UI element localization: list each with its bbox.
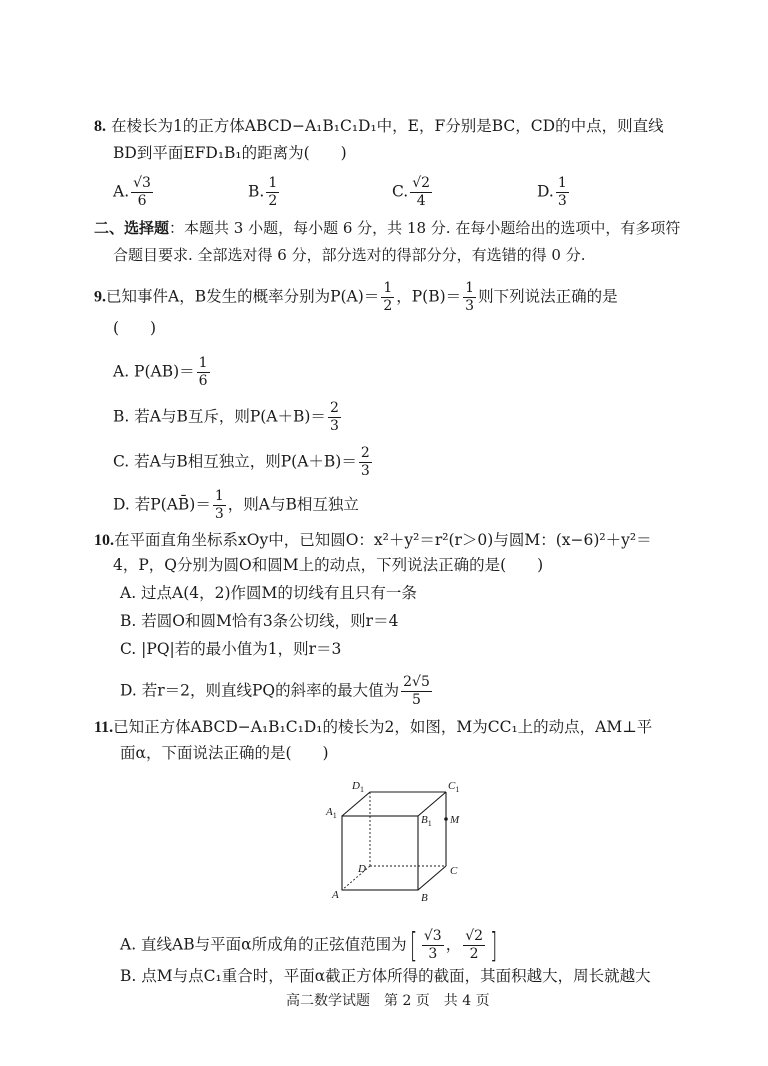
option-text: D. 若r＝2，则直线PQ的斜率的最大值为 — [120, 681, 400, 700]
q9-option-a — [113, 355, 212, 390]
denominator: 3 — [329, 418, 339, 434]
option-label: B. — [248, 182, 265, 201]
fraction — [401, 674, 432, 709]
numerator: 1 — [383, 280, 393, 296]
numerator: 1 — [557, 175, 567, 191]
option-label: D. — [537, 182, 554, 201]
fraction — [266, 175, 279, 210]
label-m: M — [450, 814, 460, 826]
numerator: 2√5 — [403, 674, 430, 690]
front-face — [342, 816, 418, 890]
fraction — [463, 280, 476, 315]
q10-line1 — [94, 530, 652, 551]
label-b1: $B_1$ — [421, 814, 432, 828]
numerator: √2 — [412, 175, 431, 191]
q9-stem-part2: ，P(B)＝ — [396, 287, 462, 306]
option-text-tail: ，则A与B相互独立 — [227, 495, 359, 514]
page-footer: 高二数学试题 第 2 页 共 4 页 — [286, 993, 490, 1009]
option-label: A. — [113, 182, 130, 201]
option-text: D. 若P(AB̄)＝ — [113, 495, 211, 514]
label-a1: $A_1$ — [326, 806, 337, 820]
edge-b1c1 — [418, 792, 446, 816]
q11-option-a — [120, 925, 500, 966]
denominator: 3 — [214, 506, 224, 522]
q9-stem-part3: 则下列说法正确的是 — [478, 287, 618, 306]
q8-stem-line2: BD到平面EFD₁B₁的距离为( ) — [113, 144, 347, 162]
fraction — [131, 175, 153, 210]
fraction — [328, 400, 341, 435]
q8-option-d — [537, 175, 571, 210]
label-c1: $C_1$ — [448, 780, 460, 794]
q11-number: 11. — [94, 719, 114, 736]
numerator: 2 — [329, 400, 339, 416]
q9-number: 9. — [94, 288, 106, 306]
q8-option-a — [113, 175, 155, 210]
q8-line1 — [94, 116, 664, 137]
numerator: √3 — [423, 928, 442, 944]
label-d: D — [358, 863, 366, 875]
numerator: 1 — [214, 488, 224, 504]
fraction — [556, 175, 569, 210]
denominator: 3 — [465, 298, 475, 314]
left-bracket: [ — [409, 925, 417, 966]
fraction — [359, 445, 372, 480]
q9-option-b — [113, 400, 343, 435]
section2-title: 二、选择题 — [94, 219, 170, 237]
edge-bc — [418, 866, 446, 890]
fraction — [197, 355, 210, 390]
denominator: 2 — [268, 193, 278, 209]
option-text: B. 若A与B互斥，则P(A＋B)＝ — [113, 407, 326, 426]
label-a: A — [332, 889, 339, 901]
fraction — [381, 280, 394, 315]
q10-number: 10. — [94, 532, 114, 549]
q8-stem-line1: 在棱长为1的正方体ABCD−A₁B₁C₁D₁中，E，F分别是BC，CD的中点，则直线 — [110, 117, 664, 135]
numerator: 1 — [465, 280, 475, 296]
q9-line1 — [94, 280, 618, 315]
right-bracket: ] — [490, 925, 498, 966]
q9-stem-line2: ( ) — [113, 319, 157, 337]
denominator: 2 — [469, 946, 479, 962]
numerator: √3 — [133, 175, 151, 191]
numerator: 1 — [198, 355, 208, 371]
numerator: 2 — [360, 445, 370, 461]
option-text: A. P(AB)＝ — [113, 362, 195, 381]
q8-option-b — [248, 175, 281, 210]
edge-a1d1 — [342, 792, 370, 816]
q9-stem-part1: 已知事件A，B发生的概率分别为P(A)＝ — [106, 287, 380, 306]
q8-number: 8. — [94, 118, 106, 135]
denominator: 2 — [383, 298, 393, 314]
q9-option-c — [113, 445, 374, 480]
denominator: 6 — [137, 193, 147, 209]
label-b: B — [421, 892, 428, 904]
section2-line1 — [94, 218, 680, 238]
separator: ， — [445, 935, 462, 954]
denominator: 6 — [198, 373, 208, 389]
q10-stem-line2: 4，P，Q分别为圆O和圆M上的动点，下列说法正确的是( ) — [113, 556, 544, 574]
q11-line1 — [94, 717, 652, 738]
q10-option-a: A. 过点A(4，2)作圆M的切线有且只有一条 — [120, 584, 417, 602]
fraction — [463, 928, 485, 963]
denominator: 3 — [428, 946, 438, 962]
q10-option-d — [120, 674, 434, 709]
point-m — [444, 817, 448, 821]
fraction — [410, 175, 432, 210]
q11-option-b: B. 点M与点C₁重合时，平面α截正方体所得的截面，其面积越大，周长就越大 — [120, 967, 651, 985]
denominator: 3 — [557, 193, 567, 209]
denominator: 4 — [416, 193, 426, 209]
q11-stem-line1: 已知正方体ABCD−A₁B₁C₁D₁的棱长为2，如图，M为CC₁上的动点，AM⊥平 — [113, 718, 653, 736]
q11-stem-line2: 面α，下面说法正确的是( ) — [120, 744, 329, 762]
section2-instructions-line2: 合题目要求. 全部选对得 6 分，部分选对的得部分分，有选错的得 0 分. — [113, 246, 586, 264]
q10-option-b: B. 若圆O和圆M恰有3条公切线，则r＝4 — [120, 612, 399, 630]
section2-instructions-line1: ：本题共 3 小题，每小题 6 分，共 18 分. 在每小题给出的选项中，有多项符 — [169, 219, 681, 237]
q8-option-c — [392, 175, 434, 210]
denominator: 3 — [360, 463, 370, 479]
q9-option-d — [113, 488, 359, 523]
q10-option-c: C. |PQ|若的最小值为1，则r＝3 — [120, 640, 342, 658]
cube-figure — [322, 774, 472, 904]
numerator: 1 — [268, 175, 278, 191]
option-text: C. 若A与B相互独立，则P(A＋B)＝ — [113, 452, 357, 471]
label-d1: $D_1$ — [352, 780, 364, 794]
numerator: √2 — [465, 928, 484, 944]
option-text: A. 直线AB与平面α所成角的正弦值范围为 — [120, 935, 407, 954]
q10-stem-line1: 在平面直角坐标系xOy中，已知圆O：x²＋y²＝r²(r＞0)与圆M：(x−6)²＋y²＝ — [114, 531, 652, 549]
denominator: 5 — [412, 692, 421, 708]
fraction — [422, 928, 444, 963]
fraction — [213, 488, 226, 523]
option-label: C. — [392, 182, 409, 201]
label-c: C — [450, 865, 458, 877]
